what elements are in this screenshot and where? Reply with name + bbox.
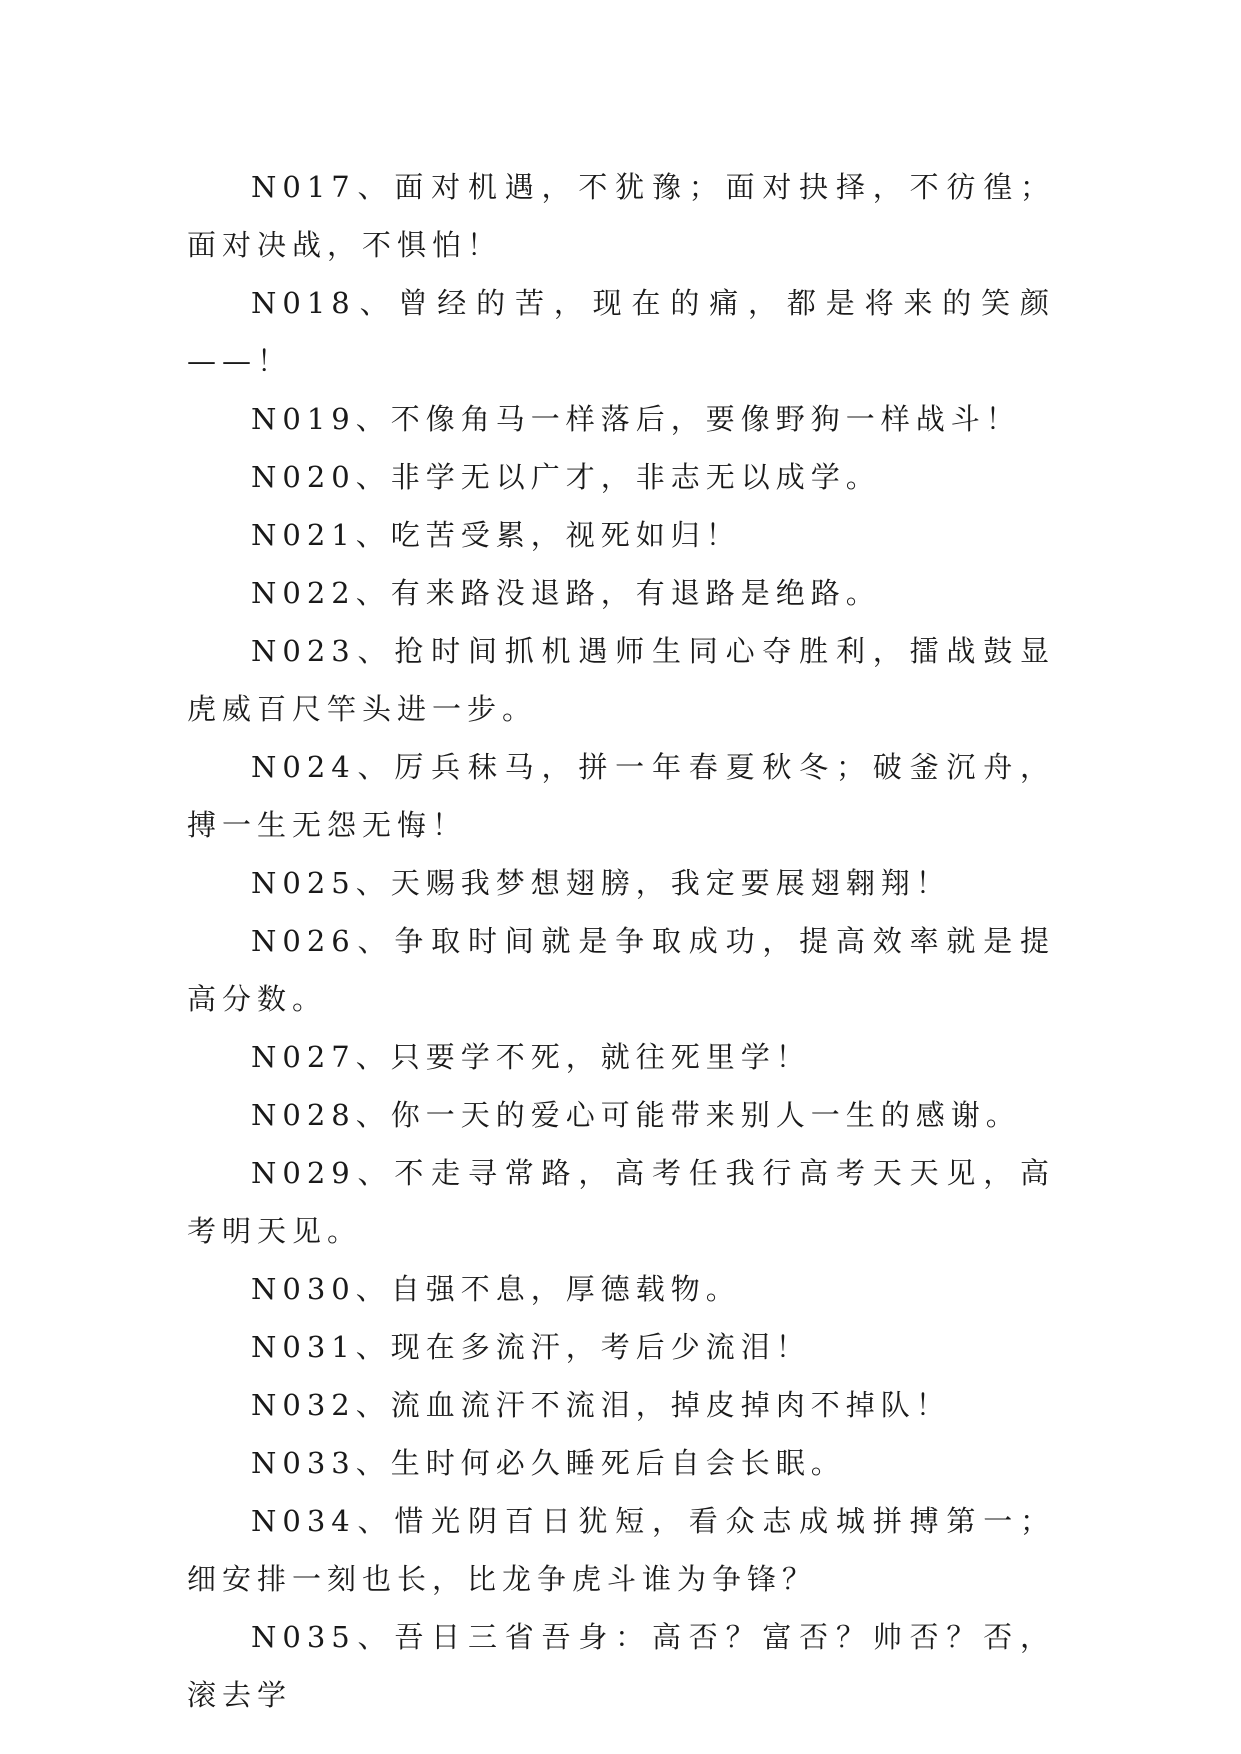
paragraph-n027: N027、只要学不死，就往死里学！ [251, 1040, 811, 1074]
paragraph-n024: N024、厉兵秣马，拼一年春夏秋冬；破釜沉舟，搏一生无怨无悔！ [187, 750, 1055, 842]
paragraph-n022: N022、有来路没退路，有退路是绝路。 [251, 576, 881, 610]
paragraph-n028: N028、你一天的爱心可能带来别人一生的感谢。 [251, 1098, 1021, 1132]
paragraph-n029: N029、不走寻常路，高考任我行高考天天见，高考明天见。 [187, 1156, 1055, 1248]
paragraph-n020: N020、非学无以广才，非志无以成学。 [251, 460, 881, 494]
paragraph-n031: N031、现在多流汗，考后少流泪！ [251, 1330, 811, 1364]
paragraph-n025: N025、天赐我梦想翅膀，我定要展翅翱翔！ [251, 866, 951, 900]
paragraph-n033: N033、生时何必久睡死后自会长眠。 [251, 1446, 846, 1480]
paragraph-n026: N026、争取时间就是争取成功，提高效率就是提高分数。 [187, 924, 1055, 1016]
paragraph-n034: N034、惜光阴百日犹短，看众志成城拼搏第一；细安排一刻也长，比龙争虎斗谁为争锋？ [187, 1504, 1055, 1596]
paragraph-n021: N021、吃苦受累，视死如归！ [251, 518, 741, 552]
document-body [187, 158, 1055, 1724]
paragraph-n023: N023、抢时间抓机遇师生同心夺胜利，擂战鼓显虎威百尺竿头进一步。 [187, 634, 1055, 726]
paragraph-n035: N035、吾日三省吾身：高否？富否？帅否？否，滚去学 [187, 1620, 1055, 1712]
paragraph-n030: N030、自强不息，厚德载物。 [251, 1272, 741, 1306]
paragraph-n017: N017、面对机遇，不犹豫；面对抉择，不彷徨；面对决战，不惧怕！ [187, 170, 1055, 262]
paragraph-n019: N019、不像角马一样落后，要像野狗一样战斗！ [251, 402, 1021, 436]
paragraph-n018: N018、曾经的苦，现在的痛，都是将来的笑颜——！ [187, 286, 1055, 378]
paragraph-n032: N032、流血流汗不流泪，掉皮掉肉不掉队！ [251, 1388, 951, 1422]
